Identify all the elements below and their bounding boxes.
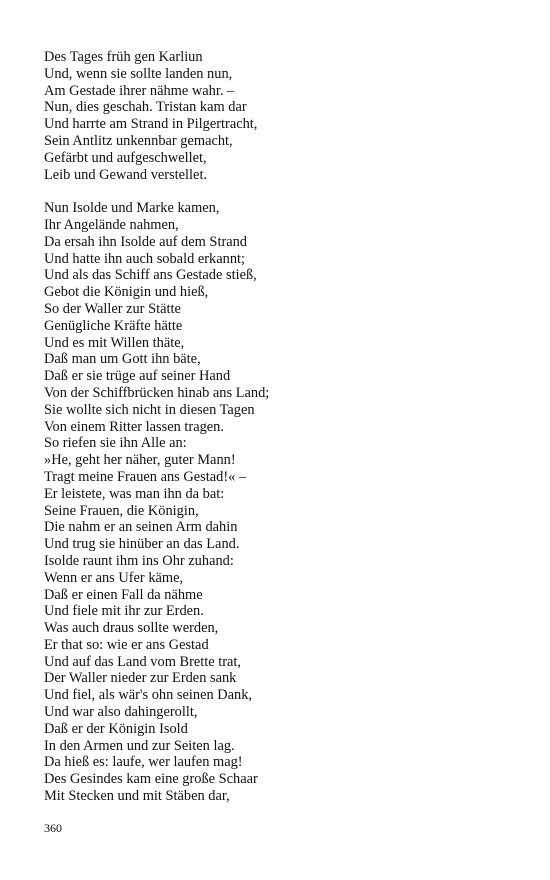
verse-line: Nun, dies geschah. Tristan kam dar <box>44 99 247 116</box>
verse-line: Tragt meine Frauen ans Gestad!« – <box>44 468 247 485</box>
verse-line: »He, geht her näher, guter Mann! <box>44 452 236 469</box>
verse-line: Sein Antlitz unkennbar gemacht, <box>44 132 233 149</box>
verse-line: Des Tages früh gen Karliun <box>44 49 203 65</box>
verse-line: Und war also dahingerollt, <box>44 704 198 721</box>
verse-line: Von der Schiffbrücken hinab ans Land; <box>44 384 270 401</box>
stanza <box>44 49 514 183</box>
stanza <box>44 200 514 805</box>
verse-line: Von einem Ritter lassen tragen. <box>44 418 224 435</box>
verse-line: Seine Frauen, die Königin, <box>44 502 199 519</box>
verse-line: In den Armen und zur Seiten lag. <box>44 737 235 754</box>
verse-line: Daß er der Königin Isold <box>44 720 188 737</box>
verse-line: Wenn er ans Ufer käme, <box>44 569 184 586</box>
verse-line: Und fiel, als wär's ohn seinen Dank, <box>44 687 253 704</box>
verse-line: Am Gestade ihrer nähme wahr. – <box>44 82 235 99</box>
verse-line: Und auf das Land vom Brette trat, <box>44 653 242 670</box>
verse-line: So riefen sie ihn Alle an: <box>44 435 187 452</box>
verse-line: Daß er einen Fall da nähme <box>44 586 203 603</box>
verse-line: Und fiele mit ihr zur Erden. <box>44 603 204 620</box>
verse-line: Daß man um Gott ihn bäte, <box>44 351 201 368</box>
verse-line: Und als das Schiff ans Gestade stieß, <box>44 267 257 284</box>
verse-line: Die nahm er an seinen Arm dahin <box>44 519 238 536</box>
verse-line: Daß er sie trüge auf seiner Hand <box>44 368 231 385</box>
verse-line: Da hieß es: laufe, wer laufen mag! <box>44 754 243 771</box>
verse-line: Er leistete, was man ihn da bat: <box>44 485 225 502</box>
verse-line: Da ersah ihn Isolde auf dem Strand <box>44 233 248 250</box>
verse-line: Der Waller nieder zur Erden sank <box>44 670 237 687</box>
verse-line: Genügliche Kräfte hätte <box>44 317 183 334</box>
verse-line: Und, wenn sie sollte landen nun, <box>44 65 233 82</box>
verse-line: Und es mit Willen thäte, <box>44 334 185 351</box>
verse-line: Und hatte ihn auch sobald erkannt; <box>44 250 246 267</box>
verse-line: Isolde raunt ihm ins Ohr zuhand: <box>44 552 234 569</box>
verse-line: Was auch draus sollte werden, <box>44 620 219 637</box>
verse-line: Leib und Gewand verstellet. <box>44 166 208 183</box>
verse-line: Gebot die Königin und hieß, <box>44 284 209 301</box>
verse-line: Nun Isolde und Marke kamen, <box>44 200 220 217</box>
verse-line: Er that so: wie er ans Gestad <box>44 636 209 653</box>
verse-line: So der Waller zur Stätte <box>44 300 181 317</box>
verse-line: Sie wollte sich nicht in diesen Tagen <box>44 401 255 418</box>
verse-line: Ihr Angelände nahmen, <box>44 216 179 233</box>
verse-line: Des Gesindes kam eine große Schaar <box>44 771 258 788</box>
verse-line: Und harrte am Strand in Pilgertracht, <box>44 116 258 133</box>
verse-line: Gefärbt und aufgeschwellet, <box>44 149 207 166</box>
verse-line: Mit Stecken und mit Stäben dar, <box>44 788 230 805</box>
verse-line: Und trug sie hinüber an das Land. <box>44 536 240 553</box>
page-number: 360 <box>44 821 62 835</box>
poem-text <box>44 49 514 805</box>
